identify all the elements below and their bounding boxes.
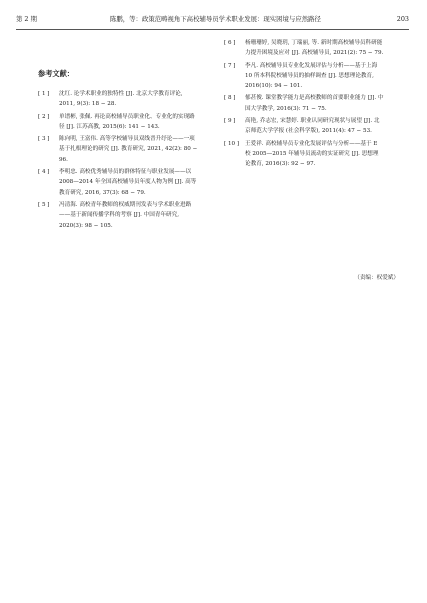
references-heading: 参考文献： xyxy=(38,69,74,78)
reference-number: [ 7 ] xyxy=(224,62,236,69)
reference-number: [ 8 ] xyxy=(224,95,236,102)
reference-item xyxy=(224,116,384,137)
reference-item xyxy=(38,134,198,165)
reference-item xyxy=(224,93,384,114)
reference-text: 高艳, 乔志宏, 宋慧婷. 职业认同研究现状与展望 [J]. 北京师范大学学报 (社会科学版), 2011(4): 47 − 53. xyxy=(245,118,380,135)
reference-text: 郁甚俊. 课堂教学能力是高校教师的首要职业能力 [J]. 中国大学教学, 2016(3): 71 − 75. xyxy=(245,95,384,112)
reference-number: [ 10 ] xyxy=(224,140,240,147)
reference-text: 沈红. 论学术职业的独特性 [J]. 北京大学教育评论, 2011, 9(3): 18 − 28. xyxy=(59,91,183,108)
reference-item xyxy=(38,167,198,198)
reference-item xyxy=(224,38,384,59)
issue-label: 第 2 期 xyxy=(16,15,37,23)
reference-number: [ 6 ] xyxy=(224,40,236,46)
reference-text: 李凡. 高校辅导员专业化发展评估与分析——基于上海 10 所本科院校辅导员的抽样调查 [J]. 思想理论教育, 2016(10): 94 − 101. xyxy=(245,62,378,90)
reference-number: [ 1 ] xyxy=(38,91,50,97)
reference-text: 单谱彬, 张佩. 再论高校辅导员职业化、专业化的实现路径 [J]. 江苏高教, 2015(6): 141 − 143. xyxy=(59,113,195,130)
reference-text: 陈向明, 王富伟. 高等学校辅导员双线晋升纾论——一项基于扎根理论的研究 [J]. 教育研究, 2021, 42(2): 80 − 96. xyxy=(59,136,198,163)
reference-text: 杨珊珊婷, 吴晓玥, 丁瑞丽, 等. 新时期高校辅导员科研能力提升困境及应对 [J]. 高校辅导员, 2021(2): 75 − 79. xyxy=(245,40,384,57)
reference-text: 王爱祥. 高校辅导员专业化发展评估与分析——基于 E 校 2005—2015 年辅导员流动的实证研究 [J]. 思想理论教育, 2016(3): 92 − 97. xyxy=(245,140,379,168)
reference-number: [ 4 ] xyxy=(38,169,50,176)
reference-item xyxy=(224,61,384,92)
reference-text: 冯清海. 高校青年教师的权威期刊发表与学术职业进路——基于新闻传播学科的考察 [J]. 中国青年研究, 2020(3): 98 − 105. xyxy=(59,201,192,229)
reference-text: 李明忠. 高校优秀辅导员的群体特征与职业发展——以 2008—2014 年全国高校辅导员年度人物为例 [J]. 高等教育研究, 2016, 37(3): 68 − 79. xyxy=(59,169,197,196)
running-header xyxy=(16,12,409,26)
reference-item xyxy=(38,112,198,133)
page-number: 203 xyxy=(396,15,409,23)
references-column-right xyxy=(224,38,384,172)
reference-item xyxy=(38,89,198,110)
reference-number: [ 9 ] xyxy=(224,118,236,125)
reference-number: [ 5 ] xyxy=(38,201,50,208)
reference-number: [ 2 ] xyxy=(38,113,50,120)
editor-note: （责编：权爱斌） xyxy=(354,275,399,281)
references-column-left xyxy=(38,89,198,233)
running-title: 陈鹏，等：政策范畴视角下高校辅导员学术职业发展：现实困境与应然路径 xyxy=(110,15,321,23)
header-rule xyxy=(16,29,409,30)
reference-item xyxy=(38,200,198,231)
reference-number: [ 3 ] xyxy=(38,136,50,143)
reference-item xyxy=(224,139,384,170)
